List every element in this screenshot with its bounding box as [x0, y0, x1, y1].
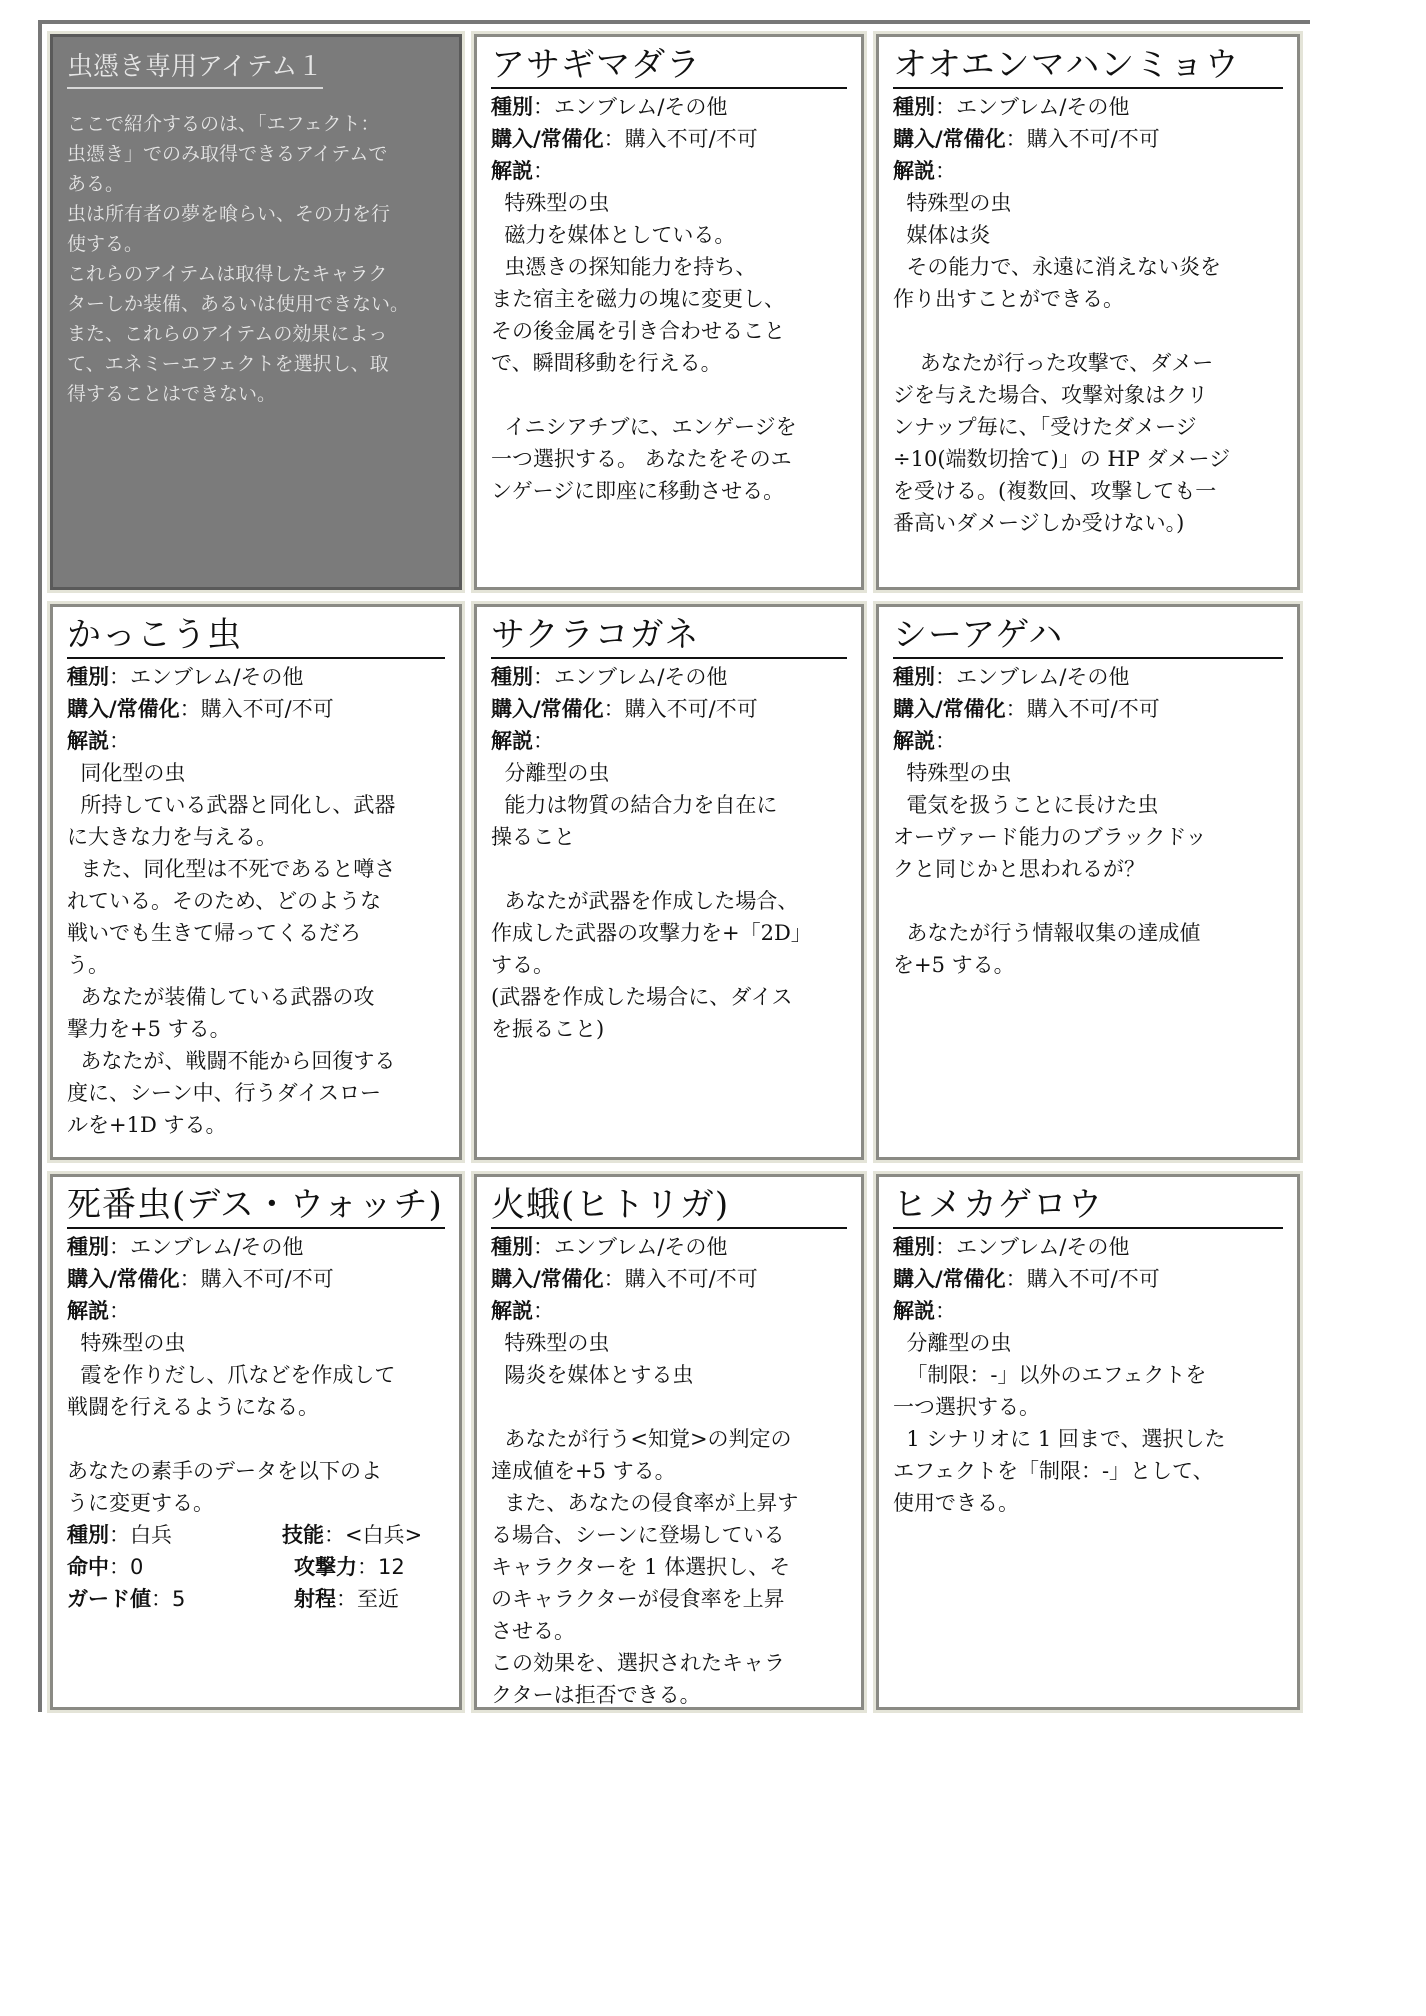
- purchase-label: 購入/常備化: [491, 697, 604, 721]
- item-purchase-row: [893, 693, 1283, 725]
- item-description: 特殊型の虫 電気を扱うことに長けた虫 オーヴァード能力のブラックドッ クと同じかと思われるが？ あなたが行う情報収集の達成値 を+5 する。: [893, 761, 1207, 977]
- item-type-row: [67, 661, 445, 693]
- item-purchase-value: 購入不可/不可: [200, 1267, 334, 1291]
- separator: ：: [603, 697, 625, 721]
- item-title: 死番虫(デス・ウォッチ): [67, 1183, 445, 1229]
- item-type-value: エンブレム/その他: [130, 1235, 304, 1259]
- item-desc-row: [67, 1295, 445, 1327]
- item-card-shiiageha: [876, 604, 1300, 1160]
- separator: ：: [179, 697, 201, 721]
- type-label: 種別: [893, 1235, 935, 1259]
- type-label: 種別: [893, 665, 935, 689]
- item-purchase-row: [491, 1263, 847, 1295]
- item-card-sakurakogane: [474, 604, 864, 1160]
- item-purchase-row: [491, 123, 847, 155]
- separator: ：: [533, 159, 554, 183]
- purchase-label: 購入/常備化: [893, 697, 1006, 721]
- item-title: 火蛾(ヒトリガ): [491, 1183, 847, 1229]
- intro-body: ここで紹介するのは、「エフェクト： 虫憑き」でのみ取得できるアイテムで ある。 虫は所有者の夢を喰らい、その力を行 使する。 これらのアイテムは取得したキャラク ターしか装備、あるいは使用できない。 また、これらのアイテムの効果によっ て、エネミーエフェクトを選択し、取 得することはできない。: [67, 113, 410, 405]
- stat-type-value: 白兵: [130, 1523, 172, 1547]
- item-desc-row: [893, 1295, 1283, 1327]
- purchase-label: 購入/常備化: [67, 697, 180, 721]
- item-purchase-row: [67, 693, 445, 725]
- desc-label: 解説: [893, 159, 935, 183]
- separator: ：: [324, 1523, 345, 1547]
- item-title: オオエンマハンミョウ: [893, 43, 1283, 89]
- separator: ：: [935, 95, 956, 119]
- item-type-value: エンブレム/その他: [554, 1235, 728, 1259]
- item-description: 同化型の虫 所持している武器と同化し、武器 に大きな力を与える。 また、同化型は不死であると噂さ れている。そのため、どのような 戦いでも生きて帰ってくるだろ う。 あなたが装備している武器の攻 撃力を+5 する。 あなたが、戦闘不能から回復する 度に、シーン中、行うダイスロー ルを+1D する。: [67, 761, 396, 1137]
- unarmed-stats-grid: [67, 1519, 445, 1615]
- item-card-hitoriga: [474, 1174, 864, 1710]
- item-desc-row: [491, 725, 847, 757]
- desc-label: 解説: [67, 1299, 109, 1323]
- separator: ：: [533, 665, 554, 689]
- stat-guard-label: ガード値: [67, 1587, 151, 1611]
- stat-range-label: 射程: [294, 1587, 336, 1611]
- item-purchase-row: [893, 1263, 1283, 1295]
- item-title: かっこう虫: [67, 613, 445, 659]
- item-type-row: [893, 91, 1283, 123]
- item-type-value: エンブレム/その他: [956, 665, 1130, 689]
- item-type-row: [491, 661, 847, 693]
- item-purchase-row: [67, 1263, 445, 1295]
- item-card-asagimadara: [474, 34, 864, 590]
- item-purchase-row: [491, 693, 847, 725]
- separator: ：: [109, 1299, 130, 1323]
- item-type-value: エンブレム/その他: [554, 95, 728, 119]
- separator: ：: [109, 1235, 130, 1259]
- separator: ：: [179, 1267, 201, 1291]
- item-purchase-value: 購入不可/不可: [624, 127, 758, 151]
- item-purchase-value: 購入不可/不可: [1026, 697, 1160, 721]
- stat-skill-label: 技能: [282, 1523, 324, 1547]
- intro-card: [50, 34, 462, 590]
- desc-label: 解説: [893, 729, 935, 753]
- purchase-label: 購入/常備化: [491, 127, 604, 151]
- type-label: 種別: [67, 665, 109, 689]
- separator: ：: [109, 729, 130, 753]
- separator: ：: [357, 1555, 378, 1579]
- separator: ：: [935, 665, 956, 689]
- item-purchase-value: 購入不可/不可: [1026, 127, 1160, 151]
- stat-skill-value: <白兵>: [345, 1523, 423, 1547]
- item-desc-row: [491, 1295, 847, 1327]
- stat-atk: [282, 1551, 462, 1583]
- item-purchase-value: 購入不可/不可: [200, 697, 334, 721]
- item-desc-row: [893, 725, 1283, 757]
- stat-range-value: 至近: [357, 1587, 399, 1611]
- purchase-label: 購入/常備化: [67, 1267, 180, 1291]
- desc-label: 解説: [491, 159, 533, 183]
- item-purchase-value: 購入不可/不可: [1026, 1267, 1160, 1291]
- stat-skill: [282, 1519, 462, 1551]
- desc-label: 解説: [491, 1299, 533, 1323]
- item-type-row: [67, 1231, 445, 1263]
- item-type-row: [893, 1231, 1283, 1263]
- item-description: 特殊型の虫 磁力を媒体としている。 虫憑きの探知能力を持ち、 また宿主を磁力の塊に変更し、 その後金属を引き合わせること で、瞬間移動を行える。 イニシアチブに、エンゲージを 一つ選択する。 あなたをそのエ ンゲージに即座に移動させる。: [491, 191, 797, 503]
- stat-guard-value: 5: [172, 1587, 186, 1611]
- stat-hit-value: 0: [130, 1555, 144, 1579]
- item-title: シーアゲハ: [893, 613, 1283, 659]
- separator: ：: [603, 1267, 625, 1291]
- separator: ：: [533, 1299, 554, 1323]
- type-label: 種別: [491, 95, 533, 119]
- desc-label: 解説: [491, 729, 533, 753]
- item-card-deathwatch: [50, 1174, 462, 1710]
- desc-label: 解説: [67, 729, 109, 753]
- item-desc-row: [491, 155, 847, 187]
- separator: ：: [109, 665, 130, 689]
- item-title: サクラコガネ: [491, 613, 847, 659]
- purchase-label: 購入/常備化: [893, 127, 1006, 151]
- item-type-value: エンブレム/その他: [956, 1235, 1130, 1259]
- separator: ：: [935, 1299, 956, 1323]
- item-description: 分離型の虫 能力は物質の結合力を自在に 操ること あなたが武器を作成した場合、 作成した武器の攻撃力を+「2D」 する。 (武器を作成した場合に、ダイス を振ること): [491, 761, 812, 1041]
- stat-range: [282, 1583, 462, 1615]
- item-card-kakkoumushi: [50, 604, 462, 1160]
- item-purchase-value: 購入不可/不可: [624, 1267, 758, 1291]
- stat-atk-value: 12: [378, 1555, 405, 1579]
- separator: ：: [935, 729, 956, 753]
- item-title: アサギマダラ: [491, 43, 847, 89]
- separator: ：: [151, 1587, 172, 1611]
- item-type-value: エンブレム/その他: [554, 665, 728, 689]
- type-label: 種別: [491, 1235, 533, 1259]
- item-description: 分離型の虫 「制限：-」以外のエフェクトを 一つ選択する。 1 シナリオに 1 回まで、選択した エフェクトを「制限：-」として、 使用できる。: [893, 1331, 1226, 1515]
- type-label: 種別: [893, 95, 935, 119]
- separator: ：: [1005, 127, 1027, 151]
- purchase-label: 購入/常備化: [491, 1267, 604, 1291]
- stat-guard: [67, 1583, 282, 1615]
- card-sheet: [38, 20, 1310, 1712]
- item-description: 特殊型の虫 霞を作りだし、爪などを作成して 戦闘を行えるようになる。 あなたの素手のデータを以下のよ うに変更する。: [67, 1331, 396, 1515]
- type-label: 種別: [491, 665, 533, 689]
- item-description: 特殊型の虫 媒体は炎 その能力で、永遠に消えない炎を 作り出すことができる。 あなたが行った攻撃で、ダメー ジを与えた場合、攻撃対象はクリ ンナップ毎に、「受けたダメージ ÷10(端数切捨て)」の HP ダメージ を受ける。(複数回、攻撃しても一 番高いダメージしか受けない。): [893, 191, 1231, 535]
- desc-label: 解説: [893, 1299, 935, 1323]
- item-type-value: エンブレム/その他: [956, 95, 1130, 119]
- separator: ：: [533, 729, 554, 753]
- stat-type: [67, 1519, 282, 1551]
- stat-hit-label: 命中: [67, 1555, 109, 1579]
- separator: ：: [533, 1235, 554, 1259]
- item-type-row: [491, 1231, 847, 1263]
- item-purchase-value: 購入不可/不可: [624, 697, 758, 721]
- item-purchase-row: [893, 123, 1283, 155]
- item-type-row: [893, 661, 1283, 693]
- separator: ：: [336, 1587, 357, 1611]
- separator: ：: [533, 95, 554, 119]
- separator: ：: [109, 1555, 130, 1579]
- item-title: ヒメカゲロウ: [893, 1183, 1283, 1229]
- separator: ：: [603, 127, 625, 151]
- item-desc-row: [893, 155, 1283, 187]
- separator: ：: [1005, 697, 1027, 721]
- separator: ：: [109, 1523, 130, 1547]
- separator: ：: [935, 1235, 956, 1259]
- item-card-ooenmahanmyou: [876, 34, 1300, 590]
- item-card-himekagerou: [876, 1174, 1300, 1710]
- intro-title: 虫憑き専用アイテム１: [67, 47, 323, 89]
- item-description: 特殊型の虫 陽炎を媒体とする虫 あなたが行う<知覚>の判定の 達成値を+5 する。 また、あなたの侵食率が上昇す る場合、シーンに登場している キャラクターを 1 体選択し、そ のキャラクターが侵食率を上昇 させる。 この効果を、選択されたキャラ クターは拒否できる。: [491, 1331, 799, 1707]
- stat-type-label: 種別: [67, 1523, 109, 1547]
- item-type-value: エンブレム/その他: [130, 665, 304, 689]
- type-label: 種別: [67, 1235, 109, 1259]
- purchase-label: 購入/常備化: [893, 1267, 1006, 1291]
- stat-atk-label: 攻撃力: [294, 1555, 357, 1579]
- separator: ：: [1005, 1267, 1027, 1291]
- stat-hit: [67, 1551, 282, 1583]
- separator: ：: [935, 159, 956, 183]
- item-desc-row: [67, 725, 445, 757]
- item-type-row: [491, 91, 847, 123]
